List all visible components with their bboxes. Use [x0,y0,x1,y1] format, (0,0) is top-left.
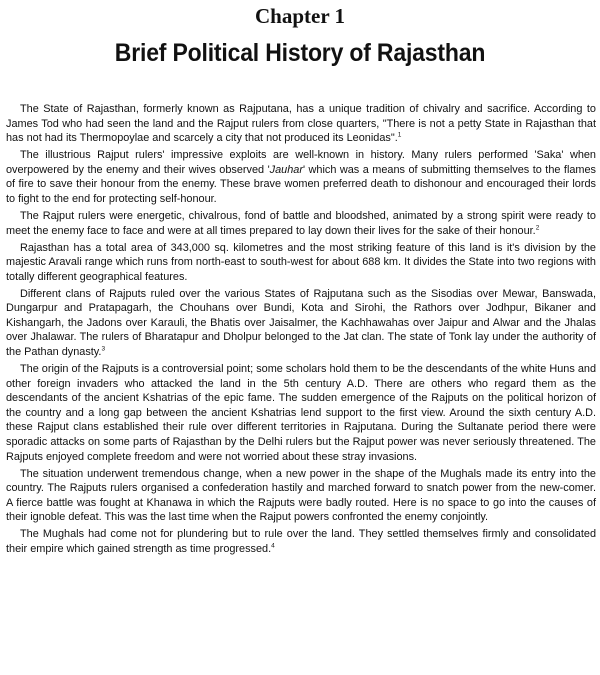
paragraph-text: Different clans of Rajputs ruled over the various States of Rajputana such as the Sisodias over Mewar, Banswada, Dungarpur and Pratapagarh, the Chouhans over Bundi, Kota and Sirohi, the Rathors over Jodhpur, Bikaner and Kishangarh, the Jadons over Karauli, the Bhatis over Jaisalmer, the Kachhawahas over Jaipur and Alwar and the Jhalas over Jhalawar. The rulers of Bharatapur and Dholpur belonged to the Jat clan. The state of Tonk lay under the authority of the Pathan dynasty. [6,287,596,359]
chapter-body [6,102,596,559]
paragraph-text: The situation underwent tremendous change, when a new power in the shape of the Mughals made its entry into the country. The Rajputs rulers organised a confederation hastily and marched forward to snatch power from the new-comer. A fierce battle was fought at Khanawa in which the Rajputs were badly routed. Here is no space to go into the causes of their ignoble defeat. This was the last time when the Rajput powers confronted the enemy conjointly. [6,467,596,524]
chapter-title: Brief Political History of Rajasthan [114,39,486,67]
paragraph-3 [6,209,596,238]
paragraph-1 [6,102,596,146]
paragraph-5 [6,287,596,360]
paragraph-text: The Rajput rulers were energetic, chivalrous, fond of battle and bloodshed, animated by a strong spirit were ready to meet the enemy face to face and were at all times prepared to lay down their lives for the sake of their honour. [6,209,596,237]
paragraph-text: ' which was a means of submitting themselves to the flames of fire to save their honour from the enemy. These brave women preferred death to dishonour and encouraged their lords to fight to the end for protecting self-honour. [6,163,597,205]
paragraph-4 [6,241,596,285]
paragraph-text: The Mughals had come not for plundering but to rule over the land. They settled themselves firmly and consolidated their empire which gained strength as time progressed. [6,528,596,555]
paragraph-6 [6,362,596,464]
paragraph-8 [6,527,596,556]
paragraph-7 [6,467,596,525]
footnote-marker: 1 [397,131,402,139]
paragraph-text: The origin of the Rajputs is a controversial point; some scholars hold them to be the descendants of the white Huns and other foreign invaders who attacked the land in the 5th century A.D. There are others who regard them as the descendants of the ancient Kshatrias of the epic fame. The sudden emergence of the Rajputs on the political horizon of the country and a long gap between the ancient Kshatrias lend support to the first view. Around the sixth century A.D. these Rajput clans established their rule over different territories in Rajputana. During the Sultanate period there were sporadic attacks on some parts of Rajasthan by the Delhi rulers but the Rajput power was never seriously threatened. The Rajputs enjoyed complete freedom and were not worried about these stray invasions. [6,363,596,463]
footnote-marker: 3 [101,345,106,353]
footnote-marker: 2 [535,223,540,231]
paragraph-text: Rajasthan has a total area of 343,000 sq. kilometres and the most striking feature of this land is it's division by the majestic Aravali range which runs from north-east to south-west for about 688 km. It divides the State into two regions with totally different geographical features. [6,241,596,283]
paragraph-text: The illustrious Rajput rulers' impressive exploits are well-known in history. Many rulers performed 'Saka' when overpowered by the enemy and their wives observed ' [6,149,596,176]
chapter-label: Chapter 1 [254,4,346,28]
paragraph-2 [6,148,596,206]
paragraph-text: The State of Rajasthan, formerly known as Rajputana, has a unique tradition of chivalry and sacrifice. According to James Tod who had seen the land and the Rajput rulers from close quarters, "There is not a petty State in Rajasthan that has not had its Thermopoylae and scarcely a city that not produced its Leonidas". [6,103,596,145]
footnote-marker: 4 [271,542,275,550]
italic-term: Jauhar [269,163,303,176]
